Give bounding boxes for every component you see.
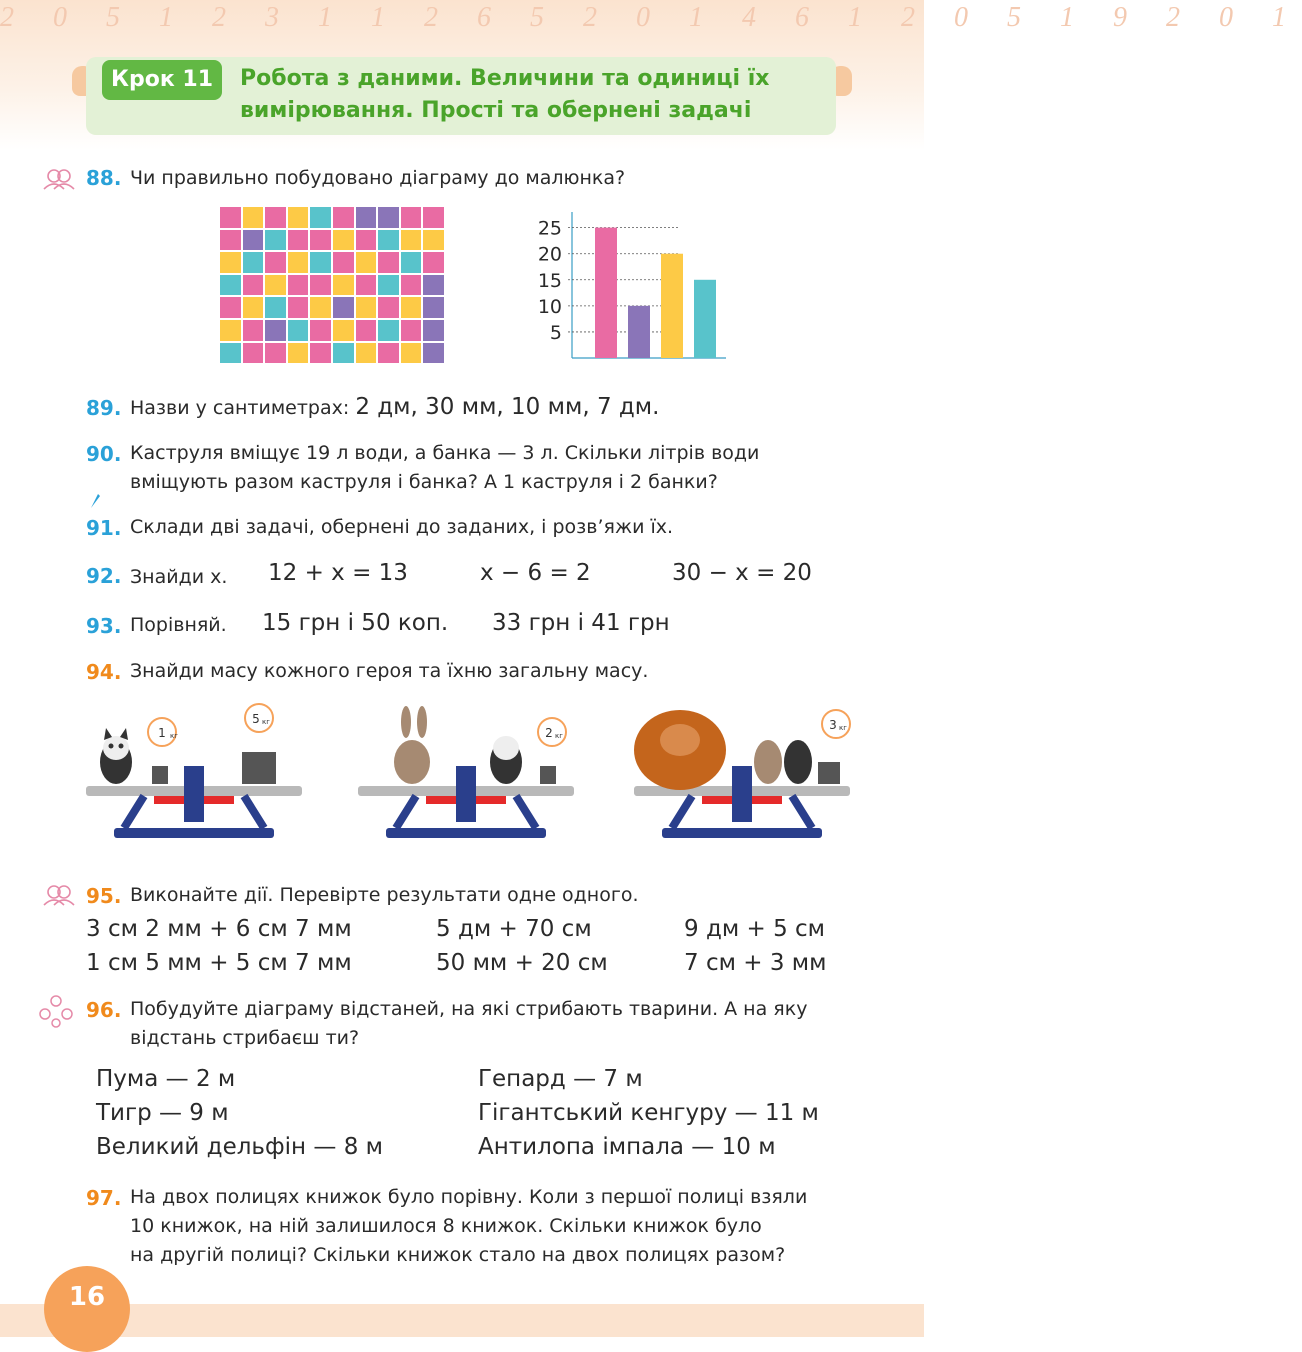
grid-cell: [332, 296, 355, 319]
task-number-96: 96.: [86, 998, 122, 1022]
y-tick-label: 15: [537, 269, 562, 292]
task-89-values: 2 дм, 30 мм, 10 мм, 7 дм.: [355, 394, 660, 420]
task-96-line-1: Побудуйте діаграму відстаней, на які стрибають тварини. А на яку: [130, 998, 808, 1020]
comparison-1: 15 грн і 50 коп.: [262, 610, 449, 636]
grid-cell: [219, 274, 242, 297]
comparison-2: 33 грн і 41 грн: [492, 610, 670, 636]
grid-cell: [219, 342, 242, 365]
weight-unit: кг: [262, 718, 270, 726]
grid-cell: [219, 296, 242, 319]
grid-cell: [242, 206, 265, 229]
animal-distance: Гепард — 7 м: [478, 1066, 643, 1092]
grid-cell: [219, 206, 242, 229]
grid-cell: [242, 274, 265, 297]
grid-cell: [400, 274, 423, 297]
grid-cell: [309, 251, 332, 274]
bar: [628, 306, 650, 358]
grid-cell: [377, 206, 400, 229]
expression: 7 см + 3 мм: [684, 950, 827, 976]
weight-label-1: 1: [158, 726, 166, 740]
task-93-text: Порівняй.: [130, 614, 227, 636]
label-2kg: [538, 718, 566, 746]
grid-cell: [422, 319, 445, 342]
grid-cell: [242, 296, 265, 319]
grid-cell: [355, 229, 378, 252]
colored-squares-grid: [219, 206, 445, 364]
weight-label-2: 2: [545, 726, 553, 740]
bar: [661, 254, 683, 358]
grid-cell: [219, 319, 242, 342]
task-number-92: 92.: [86, 564, 122, 588]
grid-cell: [377, 342, 400, 365]
bottom-band: [0, 1304, 924, 1337]
grid-cell: [332, 319, 355, 342]
cat-icon: [490, 736, 522, 784]
grid-cell: [309, 296, 332, 319]
task-90-line-2: вміщують разом каструля і банка? А 1 каструля і 2 банки?: [130, 471, 718, 493]
y-tick-label: 20: [537, 243, 562, 266]
grid-cell: [264, 296, 287, 319]
task-89-text: Назви у сантиметрах:: [130, 397, 350, 419]
cat-icon: [100, 728, 132, 784]
pair-work-icon: [42, 168, 76, 190]
grid-cell: [422, 342, 445, 365]
grid-cell: [400, 251, 423, 274]
grid-cell: [219, 251, 242, 274]
grid-cell: [309, 342, 332, 365]
bar: [694, 280, 716, 358]
task-number-91: 91.: [86, 516, 122, 540]
equation-2: x − 6 = 2: [480, 560, 591, 586]
step-badge: Крок 11: [102, 60, 222, 100]
animal-distance: Тигр — 9 м: [96, 1100, 229, 1126]
weight-unit: кг: [170, 732, 178, 740]
grid-cell: [400, 206, 423, 229]
grid-cell: [332, 251, 355, 274]
grid-cell: [400, 229, 423, 252]
bar: [595, 228, 617, 358]
grid-cell: [264, 319, 287, 342]
page-number: 16: [44, 1266, 130, 1352]
expression: 50 мм + 20 см: [436, 950, 608, 976]
grid-cell: [287, 229, 310, 252]
section-title: [240, 63, 820, 127]
task-number-88: 88.: [86, 166, 122, 190]
scale-rabbit-cat-illustration: [356, 700, 576, 855]
task-88-text: Чи правильно побудовано діаграму до малюнка?: [130, 167, 626, 189]
grid-cell: [355, 342, 378, 365]
task-92-text: Знайди x.: [130, 566, 228, 588]
task-95-text: Виконайте дії. Перевірте результати одне одного.: [130, 884, 639, 906]
grid-cell: [332, 206, 355, 229]
label-1kg: [148, 718, 178, 746]
grid-cell: [309, 274, 332, 297]
grid-cell: [309, 206, 332, 229]
task-number-94: 94.: [86, 660, 122, 684]
weight-icon: [540, 766, 556, 784]
grid-cell: [264, 274, 287, 297]
rabbit-icon: [754, 740, 782, 784]
animal-distance: Пума — 2 м: [96, 1066, 236, 1092]
grid-cell: [219, 229, 242, 252]
rabbit-icon: [394, 706, 430, 784]
weight-icon: [818, 762, 840, 784]
animal-distance: Антилопа імпала — 10 м: [478, 1134, 776, 1160]
animal-distance: Гігантський кенгуру — 11 м: [478, 1100, 819, 1126]
grid-cell: [264, 251, 287, 274]
task-number-97: 97.: [86, 1186, 122, 1210]
grid-cell: [355, 206, 378, 229]
grid-cell: [287, 206, 310, 229]
grid-cell: [242, 319, 265, 342]
group-work-icon: [38, 994, 74, 1028]
title-line-1: Робота з даними. Величини та одиниці їх: [240, 66, 770, 91]
y-tick-label: 5: [549, 321, 562, 344]
label-3kg: [822, 710, 850, 738]
task-94-text: Знайди масу кожного героя та їхню загальну масу.: [130, 660, 649, 682]
task-number-89: 89.: [86, 396, 122, 420]
task-number-95: 95.: [86, 884, 122, 908]
grid-cell: [242, 251, 265, 274]
bear-icon: [634, 710, 726, 790]
grid-cell: [355, 296, 378, 319]
grid-cell: [309, 319, 332, 342]
task-91-text: Склади дві задачі, обернені до заданих, і розв’яжи їх.: [130, 516, 674, 538]
grid-cell: [377, 274, 400, 297]
scale-bear-illustration: [632, 700, 852, 855]
grid-cell: [332, 274, 355, 297]
grid-cell: [377, 296, 400, 319]
task-89: [130, 392, 659, 423]
task-number-90: 90.: [86, 442, 122, 466]
grid-cell: [422, 296, 445, 319]
title-line-2: вимірювання. Прості та обернені задачі: [240, 98, 752, 123]
grid-cell: [377, 251, 400, 274]
equation-3: 30 − x = 20: [672, 560, 812, 586]
grid-cell: [242, 229, 265, 252]
grid-cell: [422, 251, 445, 274]
grid-cell: [355, 251, 378, 274]
grid-cell: [309, 229, 332, 252]
weight-label-3: 3: [829, 718, 837, 732]
grid-cell: [400, 319, 423, 342]
weight-unit: кг: [839, 724, 847, 732]
expression: 3 см 2 мм + 6 см 7 мм: [86, 916, 352, 942]
grid-cell: [332, 229, 355, 252]
expression: 1 см 5 мм + 5 см 7 мм: [86, 950, 352, 976]
label-5kg: [245, 704, 273, 732]
decorative-digits: 2 0 5 1 2 3 1 1 2 6 5 2 0 1 4 6 1 2 0 5 1 9 2 0 1: [0, 2, 1302, 33]
grid-cell: [422, 206, 445, 229]
scale-cat-illustration: [84, 700, 304, 855]
grid-cell: [242, 342, 265, 365]
task-97-line-1: На двох полицях книжок було порівну. Коли з першої полиці взяли: [130, 1186, 808, 1208]
y-tick-label: 10: [537, 295, 562, 318]
grid-cell: [400, 342, 423, 365]
task-97-line-2: 10 книжок, на ній залишилося 8 книжок. Скільки книжок було: [130, 1215, 762, 1237]
grid-cell: [287, 319, 310, 342]
grid-cell: [332, 342, 355, 365]
y-tick-label: 25: [537, 217, 562, 240]
task-96-line-2: відстань стрибаєш ти?: [130, 1027, 360, 1049]
grid-cell: [355, 274, 378, 297]
weight-label-5: 5: [252, 712, 260, 726]
expression: 5 дм + 70 см: [436, 916, 592, 942]
grid-cell: [287, 251, 310, 274]
grid-cell: [377, 319, 400, 342]
bar-chart: [530, 208, 730, 360]
grid-cell: [287, 274, 310, 297]
weight-icon: [152, 766, 168, 784]
pen-icon: [88, 490, 102, 510]
task-97-line-3: на другій полиці? Скільки книжок стало на двох полицях разом?: [130, 1244, 786, 1266]
grid-cell: [264, 206, 287, 229]
task-number-93: 93.: [86, 614, 122, 638]
expression: 9 дм + 5 см: [684, 916, 826, 942]
grid-cell: [400, 296, 423, 319]
grid-cell: [264, 229, 287, 252]
animal-distance: Великий дельфін — 8 м: [96, 1134, 383, 1160]
task-90-line-1: Каструля вміщує 19 л води, а банка — 3 л. Скільки літрів води: [130, 442, 760, 464]
cat-icon: [784, 740, 812, 784]
grid-cell: [422, 229, 445, 252]
weight-unit: кг: [555, 732, 563, 740]
grid-cell: [287, 342, 310, 365]
grid-cell: [287, 296, 310, 319]
grid-cell: [355, 319, 378, 342]
grid-cell: [422, 274, 445, 297]
grid-cell: [264, 342, 287, 365]
equation-1: 12 + x = 13: [268, 560, 408, 586]
pair-work-icon: [42, 884, 76, 906]
grid-cell: [377, 229, 400, 252]
weight-icon: [242, 752, 276, 784]
